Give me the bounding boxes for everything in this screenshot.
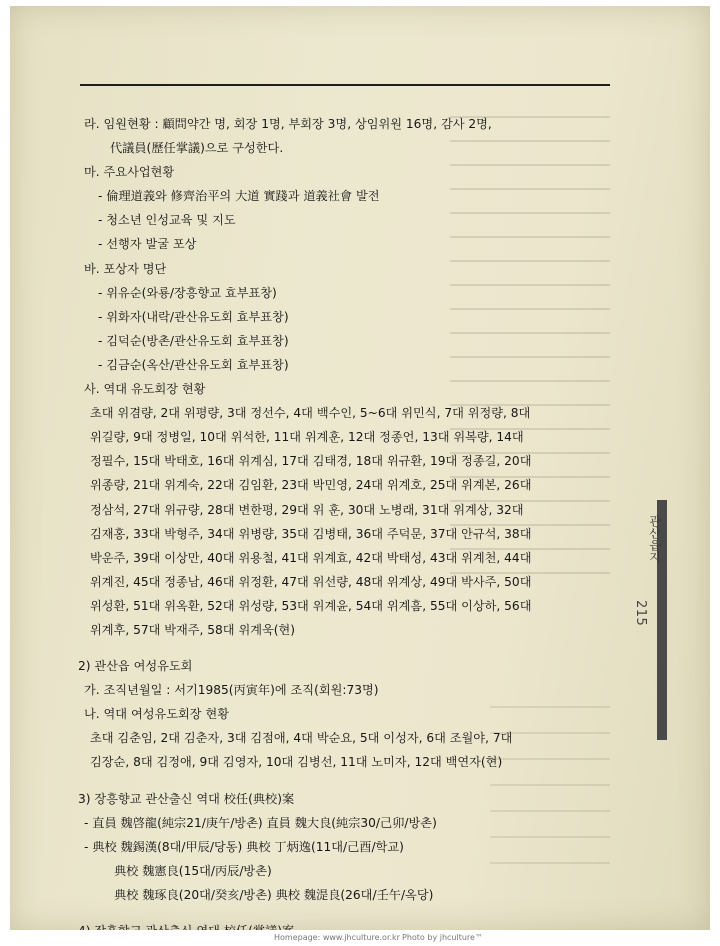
text-line: 정필수, 15대 박태호, 16대 위계심, 17대 김태경, 18대 위규환, 19대 정종길, 20대: [90, 454, 532, 469]
text-line: 라. 임원현황 : 顧問약간 명, 회장 1명, 부회장 3명, 상임위원 16명, 감사 2명,: [84, 117, 492, 131]
text-line: - 김금순(옥산/관산유도회 효부표창): [98, 357, 289, 372]
header-rule: [80, 84, 610, 86]
page-body: [78, 112, 608, 943]
text-line: 초대 김춘임, 2대 김춘자, 3대 김점애, 4대 박순요, 5대 이성자, 6대 조월야, 7대: [90, 731, 513, 746]
text-line: 정삼석, 27대 위규량, 28대 변한평, 29대 위 훈, 30대 노병래, 31대 위계상, 32대: [90, 502, 524, 517]
text-line: - 倫理道義와 修齊治平의 大道 實踐과 道義社會 발전: [98, 189, 380, 204]
text-line: 가. 조직년월일 : 서기1985(丙寅年)에 조직(회원:73명): [84, 683, 379, 698]
text-line: 위성환, 51대 위옥환, 52대 위성량, 53대 위계윤, 54대 위계흠, 55대 이상하, 56대: [90, 598, 532, 613]
spacer: [78, 642, 608, 654]
text-line: - 선행자 발굴 포상: [98, 237, 197, 252]
footer-photo-credit: Photo by jhculture™: [402, 933, 483, 942]
text-line: 위계진, 45대 정종남, 46대 위정환, 47대 위선량, 48대 위계상, 49대 박사주, 50대: [90, 574, 532, 589]
footer: [0, 930, 720, 946]
text-line: 마. 주요사업현황: [84, 165, 175, 180]
text-line: 위길량, 9대 정병일, 10대 위석한, 11대 위계훈, 12대 정종언, 13대 위복량, 14대: [90, 430, 524, 445]
text-line: 초대 위겸량, 2대 위평량, 3대 정선수, 4대 백수인, 5~6대 위민식, 7대 위정량, 8대: [90, 406, 531, 421]
text-line: 典校 魏憲良(15대/丙辰/방촌): [114, 863, 272, 878]
footer-homepage: Homepage: www.jhculture.or.kr: [274, 933, 400, 942]
text-line: 代議員(歷任掌議)으로 구성한다.: [110, 141, 284, 156]
page-number: 215: [633, 600, 648, 627]
spacer: [78, 907, 608, 919]
section-name: 관산읍지: [647, 515, 662, 563]
text-line: 2) 관산읍 여성유도회: [78, 659, 193, 674]
spacer: [78, 775, 608, 787]
text-line: 사. 역대 유도회장 현황: [84, 382, 206, 397]
text-line: 3) 장흥향교 관산출신 역대 校任(典校)案: [78, 791, 295, 806]
text-line: 김장순, 8대 김정애, 9대 김영자, 10대 김병선, 11대 노미자, 12대 백연자(현): [90, 755, 503, 770]
text-line: - 김덕순(방촌/관산유도회 효부표창): [98, 333, 289, 348]
text-line: 典校 魏琢良(20대/癸亥/방촌) 典校 魏湜良(26대/壬午/옥당): [114, 887, 434, 902]
text-line: - 直員 魏啓龍(純宗21/庚午/방촌) 直員 魏大良(純宗30/己卯/방촌): [84, 815, 437, 830]
text-line: 김재홍, 33대 박형주, 34대 위병량, 35대 김병태, 36대 주덕문, 37대 안규석, 38대: [90, 526, 532, 541]
text-line: - 위유순(와룡/장흥향교 효부표창): [98, 285, 277, 300]
text-line: 박운주, 39대 이상만, 40대 위용철, 41대 위계효, 42대 박태성, 43대 위계천, 44대: [90, 550, 532, 565]
text-line: - 위화자(내락/관산유도회 효부표창): [98, 309, 289, 324]
text-line: - 청소년 인성교육 및 지도: [98, 213, 236, 228]
section-tab-label: [644, 515, 664, 567]
text-line: - 典校 魏錫漢(8대/甲辰/당동) 典校 丁炳逸(11대/己酉/학교): [84, 839, 404, 854]
text-line: 위계후, 57대 박재주, 58대 위계욱(현): [90, 622, 296, 637]
text-line: 위종량, 21대 위계숙, 22대 김임환, 23대 박민영, 24대 위계호, 25대 위계본, 26대: [90, 478, 532, 493]
text-line: 바. 포상자 명단: [84, 261, 167, 276]
text-line: 나. 역대 여성유도회장 현황: [84, 707, 230, 722]
